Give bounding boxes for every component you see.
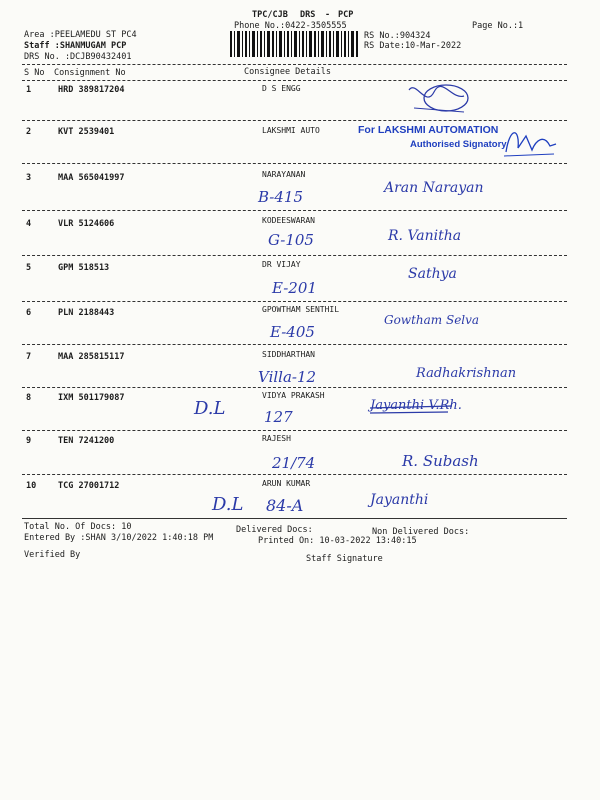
row-6-consignee: GPOWTHAM SENTHIL <box>262 305 340 314</box>
verified-by: Verified By <box>24 550 81 560</box>
row-separator <box>22 210 567 211</box>
row-1-number: 1 <box>26 85 32 95</box>
barcode <box>230 31 358 57</box>
entered-by: Entered By :SHAN 3/10/2022 1:40:18 PM <box>24 533 214 543</box>
branch-code: PCP <box>338 10 354 20</box>
drs-label: DRS <box>300 10 316 20</box>
row-8-number: 8 <box>26 393 32 403</box>
row-10-dl-mark: D.L <box>212 494 244 515</box>
row-10-number: 10 <box>26 481 37 491</box>
row-3-address: B-415 <box>258 188 303 206</box>
row-7-address: Villa-12 <box>258 368 317 386</box>
rs-number: RS No.:904324 <box>364 31 431 41</box>
row-4-consignee: KODEESWARAN <box>262 216 315 225</box>
row-3-signature: Aran Narayan <box>384 180 484 196</box>
col-sno: S No <box>24 68 45 78</box>
area: Area :PEELAMEDU ST PC4 <box>24 30 137 40</box>
row-8-dl-mark: D.L <box>194 398 226 419</box>
row-5-number: 5 <box>26 263 32 273</box>
row-5-signature: Sathya <box>408 266 457 282</box>
col-consignment: Consignment No <box>54 68 126 78</box>
delivered-docs: Delivered Docs: <box>236 525 313 535</box>
total-docs: Total No. Of Docs: 10 <box>24 522 132 532</box>
row-separator <box>22 163 567 164</box>
header-separator-top <box>22 64 567 65</box>
row-separator <box>22 474 567 475</box>
company-code: TPC/CJB <box>252 10 288 20</box>
row-10-address: 84-A <box>266 496 304 515</box>
rs-date: RS Date:10-Mar-2022 <box>364 41 462 51</box>
page-number: Page No.:1 <box>472 21 524 31</box>
row-separator <box>22 344 567 345</box>
row-9-address: 21/74 <box>272 454 316 472</box>
row-4-address: G-105 <box>268 231 314 249</box>
row-1-consignee: D S ENGG <box>262 84 301 93</box>
row-8-consignment: IXM 501179087 <box>58 393 125 403</box>
row-4-number: 4 <box>26 219 32 229</box>
row-6-consignment: PLN 2188443 <box>58 308 115 318</box>
row-6-signature: Gowtham Selva <box>384 313 480 327</box>
row-separator <box>22 120 567 121</box>
row-8-signature: Jayanthi V.Rh. <box>370 398 462 413</box>
row-3-consignee: NARAYANAN <box>262 170 306 179</box>
row-3-consignment: MAA 565041997 <box>58 173 125 183</box>
row-1-signature <box>404 78 474 118</box>
row-separator <box>22 255 567 256</box>
row-10-consignment: TCG 27001712 <box>58 481 120 491</box>
staff-name: Staff :SHANMUGAM PCP <box>24 41 127 51</box>
dash: - <box>325 10 331 20</box>
header-separator-bottom <box>22 80 567 81</box>
row-1-consignment: HRD 389817204 <box>58 85 125 95</box>
row-8-strikethrough <box>368 400 458 420</box>
row-separator <box>22 387 567 388</box>
row-4-signature: R. Vanitha <box>388 228 462 244</box>
row-8-address: 127 <box>264 408 293 426</box>
row-2-signature <box>500 122 560 160</box>
row-10-signature: Jayanthi <box>370 492 429 508</box>
row-7-consignee: SIDDHARTHAN <box>262 350 315 359</box>
row-7-consignment: MAA 285815117 <box>58 352 125 362</box>
row-8-consignee: VIDYA PRAKASH <box>262 391 325 400</box>
row-2-number: 2 <box>26 127 32 137</box>
staff-signature: Staff Signature <box>306 554 383 564</box>
row-7-number: 7 <box>26 352 32 362</box>
row-separator <box>22 301 567 302</box>
printed-on: Printed On: 10-03-2022 13:40:15 <box>258 536 417 546</box>
row-9-consignee: RAJESH <box>262 434 291 443</box>
row-2-consignee: LAKSHMI AUTO <box>262 126 320 135</box>
row-10-consignee: ARUN KUMAR <box>262 479 311 488</box>
row-5-consignment: GPM 518513 <box>58 263 110 273</box>
row-separator <box>22 430 567 431</box>
stamp-company: For LAKSHMI AUTOMATION <box>358 124 499 136</box>
row-4-consignment: VLR 5124606 <box>58 219 115 229</box>
table-bottom-line <box>22 518 567 519</box>
row-6-number: 6 <box>26 308 32 318</box>
row-6-address: E-405 <box>270 323 315 341</box>
row-3-number: 3 <box>26 173 32 183</box>
col-consignee: Consignee Details <box>244 67 331 77</box>
row-7-signature: Radhakrishnan <box>416 366 517 381</box>
drs-number: DRS No. :DCJB90432401 <box>24 52 132 62</box>
stamp-role: Authorised Signatory <box>410 139 507 150</box>
phone-number: Phone No.:0422-3505555 <box>234 21 347 31</box>
row-5-consignee: DR VIJAY <box>262 260 301 269</box>
row-2-consignment: KVT 2539401 <box>58 127 115 137</box>
row-9-signature: R. Subash <box>402 452 479 470</box>
row-9-consignment: TEN 7241200 <box>58 436 115 446</box>
row-9-number: 9 <box>26 436 32 446</box>
row-5-address: E-201 <box>272 279 317 297</box>
non-delivered-docs: Non Delivered Docs: <box>372 527 470 537</box>
